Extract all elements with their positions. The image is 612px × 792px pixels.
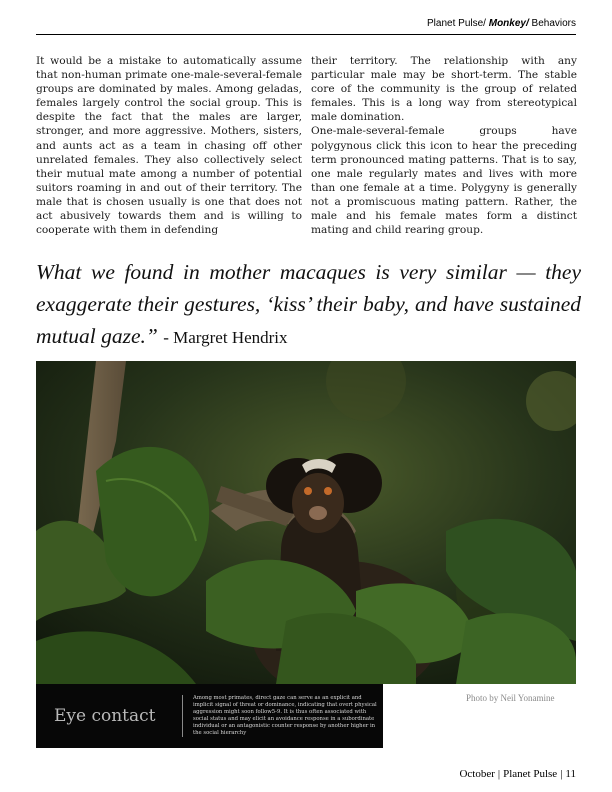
column-right <box>311 54 577 246</box>
pull-quote <box>36 256 581 354</box>
caption-box <box>36 684 383 748</box>
caption-text: Among most primates, direct gaze can serve as an explicit and implicit signal of threat or dominance, indicating that overt physical aggression might soon follow5-9. It is thus often associated with social status and may elicit an avoidance response in a subordinate individual or an antagonistic counter response by another higher in the social hierarchy <box>193 695 377 736</box>
paragraph: One-male-several-female groups have polygynous click this icon to hear the preceding term pronounced mating patterns. That is to say, one male regularly mates and lives with more than one female at a time. Polygyny is generally not a promiscuous mating pattern. Rather, the male and his female mates form a distinct mating and child rearing group. <box>311 125 577 237</box>
paragraph: It would be a mistake to automatically assume that non-human primate one-male-several-female groups are dominated by males. Among geladas, females largely control the social group. This is despite the fact that the males are larger, stronger, and more aggressive. Mothers, sisters, and aunts act as a team in chasing off other unrelated females. They also collectively select their mutual mate among a number of potential suitors roaming in and out of their territory. The male that is chosen usually is one that does not act abusively towards them and is willing to cooperate with them in defending <box>36 55 302 237</box>
footer-month: October <box>459 768 495 780</box>
header-topic: Behaviors <box>531 18 576 29</box>
quote-attribution: - Margret Hendrix <box>163 328 288 347</box>
page-footer: October | Planet Pulse | 11 <box>459 768 576 780</box>
running-header <box>427 18 576 29</box>
column-left <box>36 54 302 246</box>
photo-credit: Photo by Neil Yonamine <box>466 693 555 703</box>
header-magazine: Planet Pulse/ <box>427 18 486 29</box>
page-number: 11 <box>565 768 576 780</box>
quote-text: What we found in mother macaques is very similar — they exaggerate their gestures, ‘kiss’ their baby, and have sustained mutual gaze.” <box>36 260 581 348</box>
caption-divider <box>182 695 183 737</box>
article-photo <box>36 361 576 684</box>
header-rule <box>36 34 576 35</box>
article-body <box>36 54 577 246</box>
footer-magazine: Planet Pulse <box>503 768 558 780</box>
header-section: Monkey/ <box>488 18 529 29</box>
marmoset-photo <box>36 361 576 684</box>
paragraph: their territory. The relationship with any particular male may be short-term. The stable core of the community is the group of related females. This is a long way from stereotypical male domination. <box>311 55 577 124</box>
caption-title: Eye contact <box>54 706 156 726</box>
